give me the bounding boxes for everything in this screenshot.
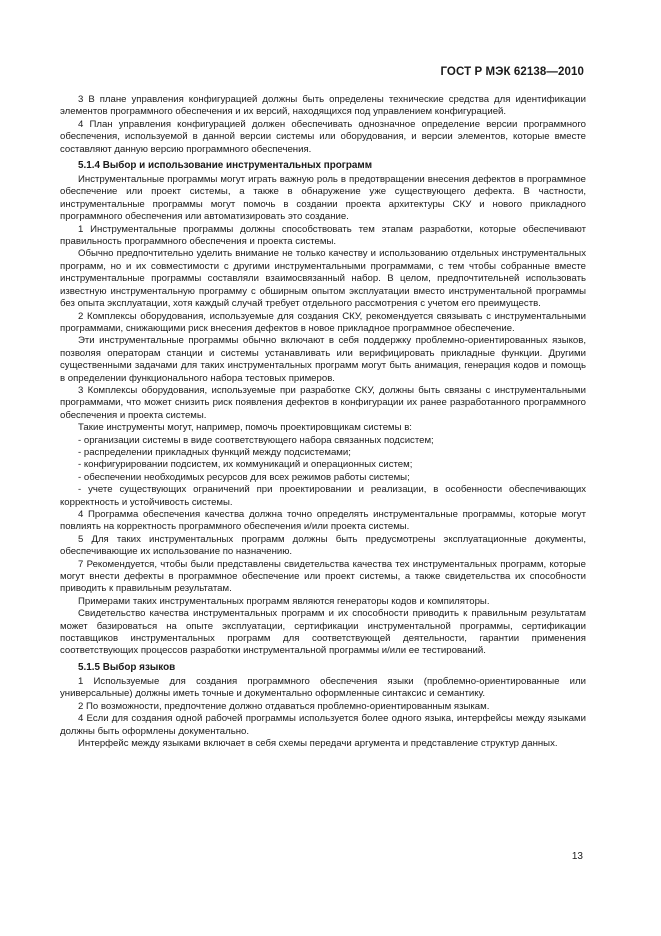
document-header: ГОСТ Р МЭК 62138—2010 — [440, 66, 584, 78]
paragraph: 7 Рекомендуется, чтобы были представлены свидетельства качества тех инструментальных программ, которые могут внести дефекты в программное обеспечение или проект системы, а также свидетельства их способности приводить к правильным результатам. — [60, 558, 586, 595]
paragraph: 2 Комплексы оборудования, используемые для создания СКУ, рекомендуется связывать с инструментальными программами, снижающими риск внесения дефектов в новое прикладное программное обеспечение. — [60, 310, 586, 334]
paragraph: Обычно предпочтительно уделить внимание не только качеству и использованию отдельных инструментальных программ, но и их совместимости с другими инструментальными программами, с тем чтобы собранные вместе инструментальные программы составляли взаимосвязанный набор. В целом, предпочтительней использовать известную инструментальную программу с обширным опытом эксплуатации вместо инструментальной программы без опыта эксплуатации, хотя каждый случай требует отдельного рассмотрения с учетом его преимуществ. — [60, 248, 586, 310]
paragraph: Примерами таких инструментальных программ являются генераторы кодов и компиляторы. — [78, 595, 490, 607]
paragraph: - учете существующих ограничений при проектировании и реализации, в особенности обеспечивающих корректность и устойчивость системы. — [60, 484, 586, 508]
paragraph: Такие инструменты могут, например, помочь проектировщикам системы в: — [78, 422, 412, 434]
paragraph: 3 В плане управления конфигурацией должны быть определены технические средства для идентификации элементов программного обеспечения и их версий, находящихся под управлением конфигурацией. — [60, 94, 586, 118]
paragraph: 1 Инструментальные программы должны способствовать тем этапам разработки, которые обеспечивают правильность программного обеспечения и проекта системы. — [60, 223, 586, 248]
paragraph: Инструментальные программы могут играть важную роль в предотвращении внесения дефектов в программное обеспечение или проект системы, а также в обнаружение уже существующего дефекта. В частности, инструментальные программы могут помочь в создании проекта архитектуры СКУ и нового прикладного программного обеспечения или автоматизировать это создание. — [60, 174, 586, 223]
paragraph: 4 Если для создания одной рабочей программы используется более одного языка, интерфейсы между языками должны быть оформлены документально. — [60, 713, 586, 737]
section-heading: 5.1.4 Выбор и использование инструментальных программ — [78, 160, 373, 172]
paragraph: Интерфейс между языками включает в себя схемы передачи аргумента и представление структур данных. — [78, 737, 558, 749]
paragraph: 5 Для таких инструментальных программ должны быть предусмотрены эксплуатационные документы, обеспечивающие их использование по назначению. — [60, 533, 586, 558]
document-body — [60, 94, 586, 750]
paragraph: 1 Используемые для создания программного обеспечения языки (проблемно-ориентированные или универсальные) должны иметь точные и документально оформленные синтаксис и семантику. — [60, 675, 586, 700]
section-heading: 5.1.5 Выбор языков — [78, 661, 176, 673]
list-item: - организации системы в виде соответствующего набора связанных подсистем; — [78, 434, 434, 446]
list-item: - обеспечении необходимых ресурсов для всех режимов работы системы; — [78, 471, 410, 483]
paragraph: 2 По возможности, предпочтение должно отдаваться проблемно-ориентированным языкам. — [78, 700, 490, 712]
paragraph: Эти инструментальные программы обычно включают в себя поддержку проблемно-ориентированных языков, позволяя операторам станции и системы устанавливать или верифицировать прикладные функции. Другими существенными задачами для таких инструментальных программ могут быть анимация, генерация кодов и помощь в определении функционального набора тестовых примеров. — [60, 335, 586, 384]
list-item: - конфигурировании подсистем, их коммуникаций и операционных систем; — [78, 459, 413, 471]
paragraph: 3 Комплексы оборудования, используемые при разработке СКУ, должны быть связаны с инструментальными программами, что может снизить риск появления дефектов в конфигурации их ранее разработанного программного обеспечения и проекта системы. — [60, 384, 586, 421]
list-item: - распределении прикладных функций между подсистемами; — [78, 446, 351, 458]
paragraph: 4 Программа обеспечения качества должна точно определять инструментальные программы, которые могут повлиять на корректность программного обеспечения и/или проекта системы. — [60, 509, 586, 533]
paragraph: 4 План управления конфигурацией должен обеспечивать однозначное определение версии программного обеспечения, используемой в данной версии системы или оборудования, и версии элементов, которые вместе составляют данную версию программного обеспечения. — [60, 118, 586, 155]
page-number: 13 — [571, 851, 583, 862]
paragraph: Свидетельство качества инструментальных программ и их способности приводить к правильным результатам может базироваться на опыте эксплуатации, сертификации инструментальной программы, сертификации поставщиков инструментальных программ для соответствующей деятельности, гарантии применения соответствующих процессов разработки инструментальной программы и/или ее тестирований. — [60, 608, 586, 657]
